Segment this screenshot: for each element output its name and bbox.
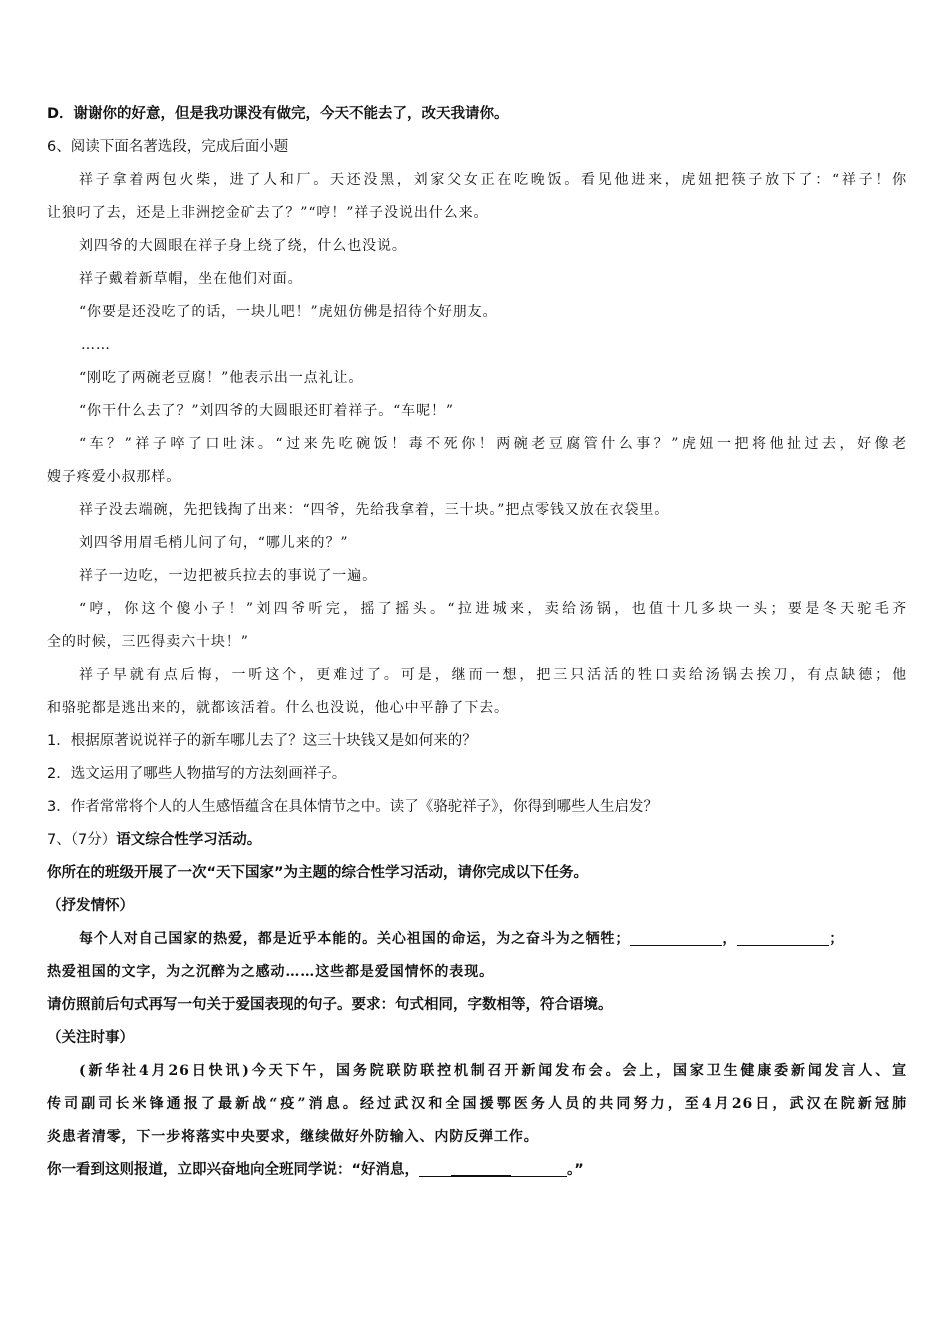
passage-paragraph-10: 刘四爷用眉毛梢儿问了句，“哪儿来的？” (79, 535, 349, 551)
section-2-title: （关注时事） (47, 1030, 134, 1046)
section-1-title: （抒发情怀） (47, 898, 134, 914)
question-7-score: 7、（7分） (47, 832, 117, 848)
option-d: D．谢谢你的好意，但是我功课没有做完，今天不能去了，改天我请你。 (47, 106, 509, 122)
passage-paragraph-6: “刚吃了两碗老豆腐！”他表示出一点礼让。 (79, 370, 364, 386)
passage-paragraph-3: 祥子戴着新草帽，坐在他们对面。 (79, 271, 303, 287)
passage-paragraph-12a: “哼，你这个傻小子！”刘四爷听完，摇了摇头。“拉进城来，卖给汤锅，也值十几多块一头；要是冬天驼毛齐 (79, 601, 907, 617)
section-1-text-b: 热爱祖国的文字，为之沉醉为之感动……这些都是爱国情怀的表现。 (47, 964, 494, 980)
sub-question-1: 1．根据原著说说祥子的新车哪儿去了？这三十块钱又是如何来的？ (47, 733, 477, 749)
question-6-heading: 6、阅读下面名著选段，完成后面小题 (47, 139, 289, 155)
sub-question-3: 3．作者常常将个人的人生感悟蕴含在具体情节之中。读了《骆驼祥子》，你得到哪些人生启发？ (47, 799, 658, 815)
passage-paragraph-8b: 嫂子疼爱小叔那样。 (47, 469, 182, 485)
question-7-heading (47, 824, 907, 857)
separator-comma: ， (722, 931, 738, 947)
sub-question-2: 2．选文运用了哪些人物描写的方法刻画祥子。 (47, 766, 347, 782)
passage-ellipsis: …… (81, 337, 111, 353)
section-2-text-b: 传司副司长米锋通报了最新战“疫”消息。经过武汉和全国援鄂医务人员的共同努力，至4月26日，武汉在院新冠肺 (47, 1096, 907, 1112)
passage-paragraph-4: “你要是还没吃了的话，一块儿吧！”虎妞仿佛是招待个好朋友。 (79, 304, 498, 320)
section-1-text-a (47, 923, 907, 956)
passage-paragraph-11: 祥子一边吃，一边把被兵拉去的事说了一遍。 (79, 568, 377, 584)
question-7-title: 语文综合性学习活动。 (116, 832, 262, 848)
passage-paragraph-8a: “车？”祥子啐了口吐沫。“过来先吃碗饭！毒不死你！两碗老豆腐管什么事？”虎妞一把将他扯过去，好像老 (79, 436, 907, 452)
answer-blank-2[interactable] (737, 929, 829, 946)
document-page (47, 98, 907, 1187)
section-1-text-a-content: 每个人对自己国家的热爱，都是近乎本能的。关心祖国的命运，为之奋斗为之牺牲； (79, 931, 631, 947)
passage-paragraph-2: 刘四爷的大圆眼在祥子身上绕了绕，什么也没说。 (79, 238, 407, 254)
passage-paragraph-13b: 和骆驼都是逃出来的，就都该活着。什么也没说，他心中平静了下去。 (47, 700, 509, 716)
separator-semicolon: ； (829, 931, 845, 947)
question-7-intro: 你所在的班级开展了一次“天下国家”为主题的综合性学习活动，请你完成以下任务。 (47, 865, 589, 881)
section-1-task: 请仿照前后句式再写一句关于爱国表现的句子。要求：句式相同，字数相等，符合语境。 (47, 997, 613, 1013)
section-2-task (47, 1154, 907, 1187)
passage-paragraph-7: “你干什么去了？”刘四爷的大圆眼还盯着祥子。“车呢！” (79, 403, 454, 419)
passage-paragraph-9: 祥子没去端碗，先把钱掏了出来：“四爷，先给我拿着，三十块。”把点零钱又放在衣袋里。 (79, 502, 670, 518)
passage-paragraph-13a: 祥子早就有点后悔，一听这个，更难过了。可是，继而一想，把三只活活的牲口卖给汤锅去挨刀，有点缺德；他 (79, 667, 907, 683)
answer-blank-1[interactable] (630, 929, 722, 946)
passage-paragraph-12b: 全的时候，三匹得卖六十块！” (47, 634, 249, 650)
section-2-task-prefix: 你一看到这则报道，立即兴奋地向全班同学说：“好消息， (47, 1162, 420, 1178)
section-2-task-suffix: 。” (567, 1162, 584, 1178)
answer-blank-3[interactable] (419, 1160, 567, 1177)
section-2-text-a: (新华社4月26日快讯)今天下午，国务院联防联控机制召开新闻发布会。会上，国家卫生健康委新闻发言人、宣 (79, 1063, 907, 1079)
passage-paragraph-1b: 让狼叼了去，还是上非洲挖金矿去了？”“哼！”祥子没说出什么来。 (47, 205, 489, 221)
section-2-text-c: 炎患者清零，下一步将落实中央要求，继续做好外防输入、内防反弹工作。 (47, 1129, 539, 1145)
passage-paragraph-1a: 祥子拿着两包火柴，进了人和厂。天还没黑，刘家父女正在吃晚饭。看见他进来，虎妞把筷子放下了：“祥子！你 (79, 172, 907, 188)
